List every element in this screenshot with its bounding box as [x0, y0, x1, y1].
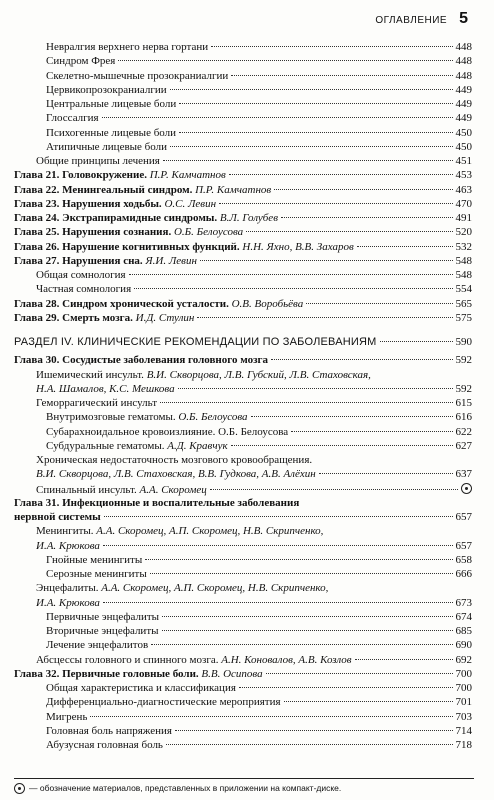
toc-entry-title	[46, 83, 167, 97]
toc-entry	[14, 567, 472, 581]
toc-entry-text: Психогенные лицевые боли	[46, 126, 177, 139]
toc-entry	[14, 610, 472, 624]
toc-entry-title	[36, 396, 157, 410]
toc-entry-text: Головная боль напряжения	[46, 724, 172, 737]
toc-page-number: 718	[455, 739, 472, 751]
toc-entry	[14, 439, 472, 453]
toc-page-number: 685	[455, 625, 472, 637]
toc-entry-text: Мигрень	[46, 710, 88, 723]
toc-page-number: 451	[455, 155, 472, 167]
toc-page-number: 575	[455, 311, 472, 324]
toc-entry-title	[14, 211, 278, 225]
toc-entry-text: Глава 27. Нарушения сна.	[14, 254, 143, 267]
toc-chapter-entry	[14, 225, 472, 239]
toc-page-number: 701	[455, 696, 472, 709]
toc-entry-title	[14, 297, 303, 311]
toc-entry	[14, 382, 472, 396]
toc-page-number: 450	[455, 126, 472, 139]
dot-leader	[231, 75, 452, 76]
toc-entry-title	[14, 183, 271, 197]
dot-leader	[197, 317, 452, 318]
toc-entry-text: Я.И. Левин	[145, 254, 197, 267]
footnote	[14, 778, 474, 793]
toc-entry-title	[14, 254, 197, 268]
toc-entry	[14, 368, 472, 382]
toc-entry-text: Субарахноидальное кровоизлияние. О.Б. Белоусова	[46, 425, 289, 438]
toc-entry	[14, 425, 472, 439]
dot-leader	[357, 246, 453, 247]
toc-entry-title	[46, 69, 228, 83]
toc-entry-text: Гнойные менингиты	[46, 553, 143, 566]
toc-entry-title	[46, 140, 167, 154]
toc-page-number: 453	[455, 169, 472, 182]
toc-page-number: 700	[455, 682, 472, 694]
toc-entry-text: Н.Н. Яхно, В.В. Захаров	[242, 240, 354, 253]
toc-page-number: 637	[455, 468, 472, 481]
toc-entry-text: Глава 28. Синдром хронической усталости.	[14, 297, 229, 310]
toc-entry-title	[46, 695, 281, 709]
toc-entry-text: Серозные менингиты	[46, 568, 147, 580]
toc-entry-title	[46, 638, 148, 652]
toc-entry	[14, 681, 472, 695]
toc-entry-text: О.Б. Белоусова	[178, 411, 248, 424]
toc-page-number: 615	[455, 397, 472, 409]
dot-leader	[170, 89, 453, 90]
toc-page-number: 666	[455, 568, 472, 580]
toc-chapter-entry	[14, 667, 472, 681]
dot-leader	[103, 602, 453, 603]
toc-entry-text: Первичные энцефалиты	[46, 610, 160, 623]
toc-entry-title	[36, 483, 207, 497]
toc-entry-title	[46, 97, 176, 111]
toc-page-number: 532	[455, 240, 472, 253]
page-number: 5	[459, 10, 468, 27]
dot-leader	[163, 160, 453, 161]
toc-chapter-entry	[14, 211, 472, 225]
toc-entry-title	[36, 453, 312, 467]
toc-page-number: 657	[455, 539, 472, 552]
toc-entry	[14, 581, 472, 595]
footnote-text: — обозначение материалов, представленных в приложении на компакт-диске.	[29, 782, 342, 793]
toc-page-number: 449	[455, 112, 472, 125]
toc-entry-title	[14, 225, 243, 239]
toc-entry	[14, 282, 472, 296]
dot-leader	[160, 402, 452, 403]
toc-chapter-entry	[14, 311, 472, 325]
toc-entry-title	[46, 126, 176, 140]
toc-entry	[14, 695, 472, 709]
cd-icon	[14, 783, 25, 794]
toc-page-number: 700	[455, 667, 472, 680]
toc-entry-text: Геморрагический инсульт	[36, 397, 158, 409]
toc-entry-text: Глава 23. Нарушения ходьбы.	[14, 197, 162, 210]
toc-page-number: 622	[455, 425, 472, 438]
toc-entry-text: Синдром Фрея	[46, 55, 116, 68]
toc-page-number: 491	[455, 212, 472, 224]
toc-entry	[14, 596, 472, 610]
dot-leader	[178, 388, 453, 389]
toc-entry-title	[14, 197, 216, 211]
dot-leader	[231, 445, 453, 446]
toc-page-number: 565	[455, 297, 472, 310]
toc-entry-text: Скелетно-мышечные прозокраниалгии	[46, 69, 229, 82]
toc-entry-text: Атипичные лицевые боли	[46, 140, 167, 153]
dot-leader	[271, 359, 452, 360]
toc-entry-text: РАЗДЕЛ IV. КЛИНИЧЕСКИЕ РЕКОМЕНДАЦИИ ПО ЗАБОЛЕВАНИЯМ	[14, 336, 377, 348]
toc-page-number: 450	[455, 140, 472, 153]
toc-entry-title	[46, 410, 248, 424]
dot-leader	[166, 744, 453, 745]
toc-entry-title	[14, 510, 101, 524]
toc-entry-title	[14, 335, 377, 349]
dot-leader	[179, 132, 452, 133]
toc-page-number: 449	[455, 98, 472, 110]
toc-entry-title	[14, 311, 194, 325]
toc-entry-text: Частная сомнология	[36, 283, 132, 296]
dot-leader	[246, 231, 452, 232]
dot-leader	[284, 701, 453, 702]
toc-entry-text: Внутримозговые гематомы.	[46, 411, 179, 424]
toc-chapter-entry	[14, 254, 472, 268]
toc-entry-text: Глава 25. Нарушения сознания.	[14, 226, 172, 239]
toc-entry-text: А.Н. Коновалов, А.В. Козлов	[221, 653, 352, 666]
toc-entry-title	[46, 710, 87, 724]
toc-entry-title	[36, 653, 352, 667]
toc-entry-title	[36, 524, 323, 538]
toc-entry-text: О.В. Воробьёва	[231, 297, 304, 310]
toc-entry-title	[46, 681, 236, 695]
cd-icon	[461, 483, 472, 494]
toc-entry-title	[46, 425, 288, 439]
toc-page-number: 690	[455, 639, 472, 652]
toc-entry-title	[46, 111, 99, 125]
toc-entry-title	[46, 40, 208, 54]
toc-entry-text: Общие принципы лечения	[36, 155, 160, 167]
toc-entry	[14, 111, 472, 125]
toc-entry-text: Энцефалиты.	[36, 582, 102, 595]
toc-page-number: 657	[455, 511, 472, 523]
toc-entry-title	[14, 353, 268, 367]
toc-entry-text: Глава 29. Смерть мозга.	[14, 311, 133, 324]
dot-leader	[150, 573, 453, 574]
toc-entry-text: Цервикопрозокраниалгии	[46, 83, 167, 96]
toc-chapter-entry	[14, 496, 472, 510]
toc-entry-title	[36, 596, 100, 610]
toc-chapter-entry	[14, 297, 472, 311]
toc-entry-title	[46, 439, 228, 453]
toc-entry-text: нервной системы	[14, 511, 101, 523]
toc-entry-title	[36, 268, 126, 282]
toc-page-number: 448	[455, 69, 472, 82]
dot-leader	[380, 341, 453, 342]
toc-entry-title	[46, 553, 142, 567]
toc-entry-text: Глава 21. Головокружение.	[14, 169, 147, 182]
toc-chapter-entry	[14, 183, 472, 197]
toc-entry-text: Глава 30. Сосудистые заболевания головного мозга	[14, 354, 269, 367]
dot-leader	[355, 659, 453, 660]
dot-leader	[134, 288, 452, 289]
toc-entry-text: В.И. Скворцова, Л.В. Стаховская, В.В. Гудкова, А.В. Алёхин	[36, 468, 316, 481]
dot-leader	[104, 516, 453, 517]
toc-entry-text: Глава 26. Нарушение когнитивных функций.	[14, 240, 240, 253]
toc-entry	[14, 154, 472, 168]
running-header	[375, 10, 468, 28]
dot-leader	[162, 630, 453, 631]
dot-leader	[274, 189, 452, 190]
toc-chapter-entry	[14, 353, 472, 367]
toc-entry-text: И.А. Крюкова	[36, 539, 100, 552]
toc-entry-text: Абсцессы головного и спинного мозга.	[36, 653, 222, 666]
toc-entry-title	[46, 567, 147, 581]
toc-chapter-entry	[14, 168, 472, 182]
toc-entry-text: Ишемический инсульт.	[36, 368, 147, 381]
toc-entry-title	[36, 368, 371, 382]
toc-entry-title	[46, 610, 159, 624]
toc-entry	[14, 524, 472, 538]
dot-leader	[306, 303, 452, 304]
toc-entry	[14, 724, 472, 738]
toc-section-heading	[14, 335, 472, 349]
toc-entry-text: Общая характеристика и классификация	[46, 682, 236, 694]
toc-entry-text: А.Д. Кравчук	[167, 439, 228, 452]
dot-leader	[170, 146, 453, 147]
toc-entry	[14, 83, 472, 97]
toc-page-number: 448	[455, 55, 472, 68]
toc-page-number: 616	[455, 411, 472, 424]
toc-entry-title	[14, 667, 263, 681]
toc-entry	[14, 69, 472, 83]
toc-entry	[14, 638, 472, 652]
toc-entry-text: А.А. Скоромец, А.П. Скоромец, Н.В. Скрипченко,	[101, 582, 329, 595]
toc-entry-text: Абузусная головная боль	[46, 739, 163, 751]
toc-entry	[14, 539, 472, 553]
toc-entry	[14, 624, 472, 638]
toc-entry-text: Н.А. Шамалов, К.С. Мешкова	[36, 382, 175, 395]
toc-entry	[14, 40, 472, 54]
toc-entry-text: П.Р. Камчатнов	[149, 169, 226, 182]
toc-entry-title	[36, 539, 100, 553]
dot-leader	[200, 260, 453, 261]
dot-leader	[251, 416, 453, 417]
toc-entry	[14, 453, 472, 467]
dot-leader	[129, 274, 453, 275]
toc-entry-text: Субдуральные гематомы.	[46, 439, 168, 452]
toc-entry-text: Центральные лицевые боли	[46, 98, 177, 110]
toc-entry-text: Глава 22. Менингеальный синдром.	[14, 183, 193, 196]
toc-entry-title	[36, 154, 160, 168]
toc-entry-text: Глава 31. Инфекционные и воспалительные заболевания	[14, 496, 300, 509]
toc-page-number: 703	[455, 710, 472, 723]
dot-leader	[219, 203, 452, 204]
toc-chapter-entry	[14, 510, 472, 524]
toc-chapter-entry	[14, 240, 472, 254]
toc-entry	[14, 553, 472, 567]
toc-page-number: 548	[455, 254, 472, 267]
dot-leader	[90, 716, 452, 717]
toc-entry-text: Вторичные энцефалиты	[46, 625, 159, 637]
toc-chapter-entry	[14, 197, 472, 211]
toc-entry-title	[36, 282, 131, 296]
toc-entry-text: Спинальный инсульт.	[36, 483, 140, 496]
toc-entry-text: Общая сомнология	[36, 269, 126, 281]
dot-leader	[211, 46, 452, 47]
toc-page-number: 470	[455, 197, 472, 210]
toc-entry	[14, 97, 472, 111]
toc-entry	[14, 268, 472, 282]
dot-leader	[162, 616, 452, 617]
dot-leader	[229, 174, 453, 175]
toc-page-number: 674	[455, 610, 472, 623]
dot-leader	[151, 644, 452, 645]
toc-page-number: 692	[455, 653, 472, 666]
toc-entry-title	[14, 168, 226, 182]
toc-page-number: 592	[455, 382, 472, 395]
toc-entry-title	[46, 724, 172, 738]
toc-page-number: 448	[455, 41, 472, 53]
toc-entry-text: Дифференциально-диагностические мероприятия	[46, 696, 281, 709]
toc-entry-title	[14, 496, 299, 510]
toc-entry	[14, 126, 472, 140]
toc-entry-text: Хроническая недостаточность мозгового кровообращения.	[36, 454, 313, 466]
toc-page-number: 520	[455, 226, 472, 239]
dot-leader	[210, 489, 458, 490]
toc-entry	[14, 482, 472, 496]
toc-entry-title	[46, 738, 163, 752]
dot-leader	[175, 730, 453, 731]
toc-page-number: 658	[455, 553, 472, 566]
toc-entry-text: Невралгия верхнего нерва гортани	[46, 41, 209, 53]
toc-entry-title	[36, 467, 316, 481]
toc-entry	[14, 710, 472, 724]
dot-leader	[281, 217, 453, 218]
toc-page-number: 554	[455, 283, 472, 296]
toc-page-number: 548	[455, 269, 472, 281]
toc-entry-text: Глава 24. Экстрапирамидные синдромы.	[14, 212, 218, 224]
toc-entry-text: Лечение энцефалитов	[46, 639, 149, 652]
toc-entry	[14, 653, 472, 667]
toc-entry-text: П.Р. Камчатнов	[195, 183, 272, 196]
toc-page-number: 590	[455, 336, 472, 348]
toc-page-number: 592	[455, 354, 472, 367]
toc-entry-text: О.С. Левин	[164, 197, 217, 210]
toc-entry-text: В.В. Осипова	[201, 667, 263, 680]
toc-entry-text: Глава 32. Первичные головные боли.	[14, 667, 199, 680]
dot-leader	[179, 103, 452, 104]
dot-leader	[319, 473, 453, 474]
toc-entry	[14, 54, 472, 68]
toc-entry	[14, 410, 472, 424]
dot-leader	[118, 60, 452, 61]
toc-entry-text: И.Д. Стулин	[135, 311, 195, 324]
header-title: ОГЛАВЛЕНИЕ	[375, 15, 448, 26]
toc-entry-text: А.А. Скоромец	[139, 483, 207, 496]
toc-entry-text: О.Б. Белоусова	[173, 226, 244, 239]
toc-entry-title	[46, 624, 159, 638]
dot-leader	[145, 559, 452, 560]
toc-entry-text: Менингиты.	[36, 525, 97, 538]
toc-entry-text: В.Л. Голубев	[219, 212, 278, 224]
toc-entry-title	[46, 54, 115, 68]
dot-leader	[102, 117, 453, 118]
toc-entry-text: И.А. Крюкова	[36, 596, 100, 609]
toc-entry-title	[36, 382, 175, 396]
toc-entry	[14, 738, 472, 752]
toc-page-number: 673	[455, 596, 472, 609]
toc-page-number: 627	[455, 439, 472, 452]
toc-entry	[14, 467, 472, 481]
toc-page-number: 714	[455, 724, 472, 737]
toc-entry-title	[36, 581, 328, 595]
toc-page-number: 463	[455, 183, 472, 196]
dot-leader	[266, 673, 453, 674]
dot-leader	[103, 545, 453, 546]
dot-leader	[291, 431, 452, 432]
toc-entry	[14, 140, 472, 154]
toc-entry	[14, 396, 472, 410]
toc-entry-title	[14, 240, 354, 254]
toc-entry-text: Глоссалгия	[46, 112, 99, 125]
toc-entry-text: А.А. Скоромец, А.П. Скоромец, Н.В. Скрипченко,	[96, 525, 324, 538]
toc-entry-text: В.И. Скворцова, Л.В. Губский, Л.В. Стаховская,	[146, 368, 371, 381]
table-of-contents	[14, 40, 472, 752]
dot-leader	[239, 687, 453, 688]
toc-page-number: 449	[455, 83, 472, 96]
